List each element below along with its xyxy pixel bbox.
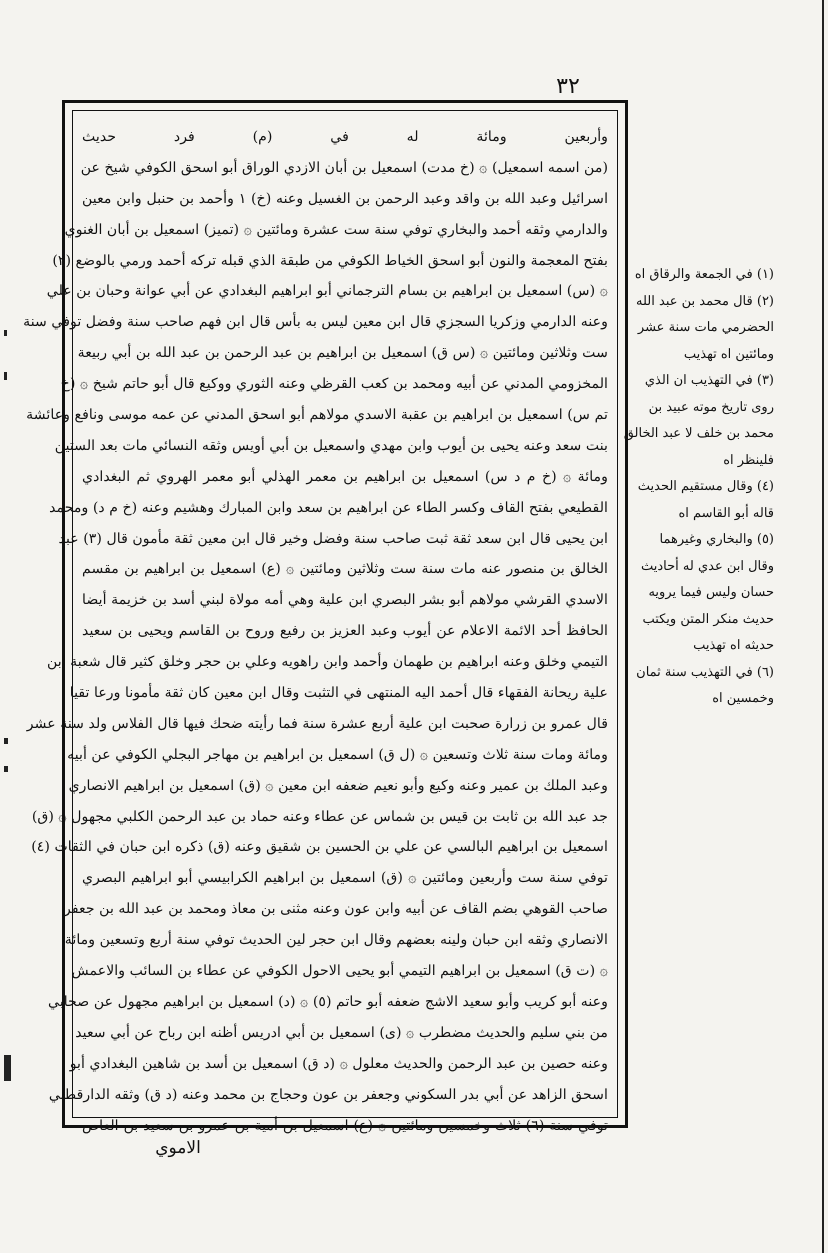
- margin-note-line: (٣) في التهذيب ان الذي: [644, 373, 774, 388]
- margin-note-line: ومائتين اه تهذيب: [683, 346, 774, 362]
- text-line: وعنه حصين بن عبد الرحمن والحديث معلول ۞ (د ق) اسمعيل بن أسد بن شاهين البغدادي أبو: [69, 1055, 608, 1072]
- margin-note-line: الحضرمي مات سنة عشر: [637, 320, 774, 335]
- text-line: وعنه الدارمي وزكريا السجزي قال ابن معين ليس به بأس قال ابن فهم صاحب سنة وفضل توفي سنة: [23, 314, 608, 331]
- binding-mark: [4, 330, 7, 336]
- margin-note-line: وقال ابن عدي له أحاديث: [640, 558, 774, 574]
- binding-mark: [4, 766, 8, 772]
- main-text-block: [23, 122, 609, 1134]
- text-line: اسرائيل وعبد الله بن واقد وعبد الرحمن بن الغسيل وعنه (خ) ١ وأحمد بن حنبل وابن معين: [82, 190, 609, 207]
- margin-note-line: (٢) قال محمد بن عبد الله: [636, 293, 774, 309]
- margin-note-line: (١) في الجمعة والرقاق اه: [634, 267, 774, 282]
- text-line: ست وثلاثين ومائتين ۞ (س ق) اسمعيل بن ابراهيم بن عبد الرحمن بن عبد الله بن أبي ربيعة: [77, 345, 608, 362]
- text-line: وعبد الملك بن عمير وعنه وكيع وأبو نعيم ضعفه ابن معين ۞ (ق) اسمعيل بن ابراهيم الانصاري: [68, 777, 608, 794]
- text-line: من بني سليم والحديث مضطرب ۞ (ى) اسمعيل بن أبي ادريس أظنه ابن رباح عن أبي سعيد: [75, 1024, 608, 1041]
- text-line: بنت سعد وعنه يحيى بن أيوب وابن مهدي واسمعيل بن أبي أويس وثقه النسائي مات بعد الستين: [54, 437, 608, 454]
- binding-mark: [4, 1055, 11, 1081]
- margin-note-line: وخمسين اه: [712, 691, 774, 706]
- text-line: وعنه أبو كريب وأبو سعيد الاشج ضعفه أبو حاتم (٥) ۞ (د) اسمعيل بن ابراهيم مجهول عن صحابي: [48, 993, 608, 1010]
- text-line: الانصاري وثقه ابن حبان ولينه بعضهم وقال ابن حجر لين الحديث توفي سنة أربع وتسعين ومائة: [64, 932, 608, 949]
- margin-note-line: محمد بن خلف لا عبد الخالق: [623, 426, 774, 441]
- text-line: (من اسمه اسمعيل) ۞ (خ مدت) اسمعيل بن أبان الازدي الوراق أبو اسحق الكوفي شيخ عن: [80, 159, 608, 176]
- margin-note-line: روى تاريخ موته عبيد بن: [648, 399, 774, 415]
- text-line: الحافظ أحد الائمة الاعلام عن أيوب وعبد العزيز بن رفيع وروح بن القاسم ويحيى بن سعيد: [82, 623, 608, 640]
- margin-note-line: حديثه اه تهذيب: [693, 638, 774, 653]
- text-line: توفي سنة ست وأربعين ومائتين ۞ (ق) اسمعيل بن ابراهيم الكرابيسي أبو ابراهيم البصري: [82, 870, 608, 887]
- text-line: وأربعين ومائة له في (م) فرد حديث: [82, 129, 608, 145]
- text-line: توفي سنة (٦) ثلاث وخمسين ومائتين ۞ (ع) اسمعيل بن أمية بن عمرو بن سعيد بن العاص: [82, 1117, 608, 1134]
- binding-mark: [4, 372, 7, 380]
- text-line: ابن يحيى قال ابن سعد ثقة ثبت صاحب سنة وفضل وخير قال ابن معين ثقة مأمون قال (٣) عبد: [58, 530, 608, 547]
- text-line: علية ريحانة الفقهاء قال أحمد اليه المنتهى في التثبت وقال ابن معين كان ثقة مأمونا ورعا تقيا: [69, 685, 608, 702]
- text-line: اسمعيل بن ابراهيم البالسي عن علي بن الحسين بن شقيق وعنه (ق) ذكره ابن حبان في الثقات (٤): [31, 839, 608, 856]
- text-line: ومائة ومات سنة ثلاث وتسعين ۞ (ل ق) اسمعيل بن ابراهيم بن مهاجر البجلي الكوفي عن أبيه: [67, 746, 608, 763]
- text-line: والدارمي وثقه أحمد والبخاري توفي سنة ست عشرة ومائتين ۞ (تميز) اسمعيل بن أبان الغنوي: [64, 221, 608, 238]
- margin-note-line: حديث منكر المتن ويكتب: [642, 611, 774, 627]
- margin-note-line: قاله أبو القاسم اه: [678, 505, 774, 521]
- binding-mark: [4, 738, 8, 744]
- text-line: قال عمرو بن زرارة صحبت ابن علية أربع عشرة سنة فما رأيته ضحك فيها قال الفلاس ولد سنة عشر: [26, 715, 608, 732]
- margin-note-line: حسان وليس فيما يرويه: [648, 585, 774, 600]
- page-number: ٣٢: [556, 74, 580, 99]
- margin-note-line: (٤) وقال مستقيم الحديث: [637, 479, 774, 494]
- catchword: الاموي: [155, 1138, 201, 1158]
- text-line: القطيعي بفتح القاف وكسر الطاء عن ابراهيم بن سعد وابن المبارك وهشيم وعنه (خ م د) ومحمد: [49, 499, 608, 516]
- text-line: تم س) اسمعيل بن ابراهيم بن عقبة الاسدي مولاهم أبو اسحق المدني عن عمه موسى ونافع وعائشة: [26, 407, 608, 424]
- margin-note-line: فلينظر اه: [723, 452, 774, 468]
- text-line: ۞ (س) اسمعيل بن ابراهيم بن بسام الترجماني أبو ابراهيم البغدادي عن أبي عوانة وحبان بن علي: [46, 283, 608, 300]
- text-line: جد عبد الله بن ثابت بن قيس بن شماس عن عطاء وعنه حماد بن عبد الرحمن الكلبي مجهول ۞ (ق): [31, 808, 608, 825]
- text-line: الخالق بن منصور عنه مات سنة ست وثلاثين ومائتين ۞ (ع) اسمعيل بن ابراهيم بن مقسم: [82, 561, 608, 578]
- scan-edge-line: [822, 0, 824, 1253]
- text-line: صاحب القوهي بضم القاف عن أبيه وابن عون وعنه مثنى بن معاذ ومحمد بن عبد الله بن جعفر: [64, 901, 608, 918]
- text-line: بفتح المعجمة والنون أبو اسحق الخياط الكوفي من طبقة الذي قبله تركه أحمد ورمي بالوضع (٢): [52, 252, 608, 269]
- text-line: الاسدي القرشي مولاهم أبو بشر البصري ابن علية وهي أمه مولاة لبني أسد بن خزيمة أيضا: [82, 592, 608, 609]
- text-line: ۞ (ت ق) اسمعيل بن ابراهيم التيمي أبو يحيى الاحول الكوفي عن عطاء بن السائب والاعمش: [71, 963, 608, 980]
- text-line: ومائة ۞ (خ م د س) اسمعيل بن ابراهيم بن معمر الهذلي أبو معمر الهروي ثم البغدادي: [82, 468, 608, 485]
- margin-note-line: (٥) والبخاري وغيرهما: [659, 532, 774, 547]
- margin-notes: [623, 262, 774, 713]
- text-line: المخزومي المدني عن أبيه ومحمد بن كعب القرظي وعنه الثوري ووكيع قال أبو حاتم شيخ ۞ (خ: [60, 376, 608, 393]
- margin-note-line: (٦) في التهذيب سنة ثمان: [636, 664, 774, 680]
- text-line: التيمي وخلق وعنه ابراهيم بن طهمان وأحمد وابن راهويه وعلي بن حجر وخلق كثير قال شعبة ابن: [46, 654, 608, 671]
- text-line: اسحق الزاهد عن أبي بدر السكوني وجعفر بن عون وحجاج بن محمد وعنه (د ق) وثقه الدارقطني: [48, 1086, 608, 1103]
